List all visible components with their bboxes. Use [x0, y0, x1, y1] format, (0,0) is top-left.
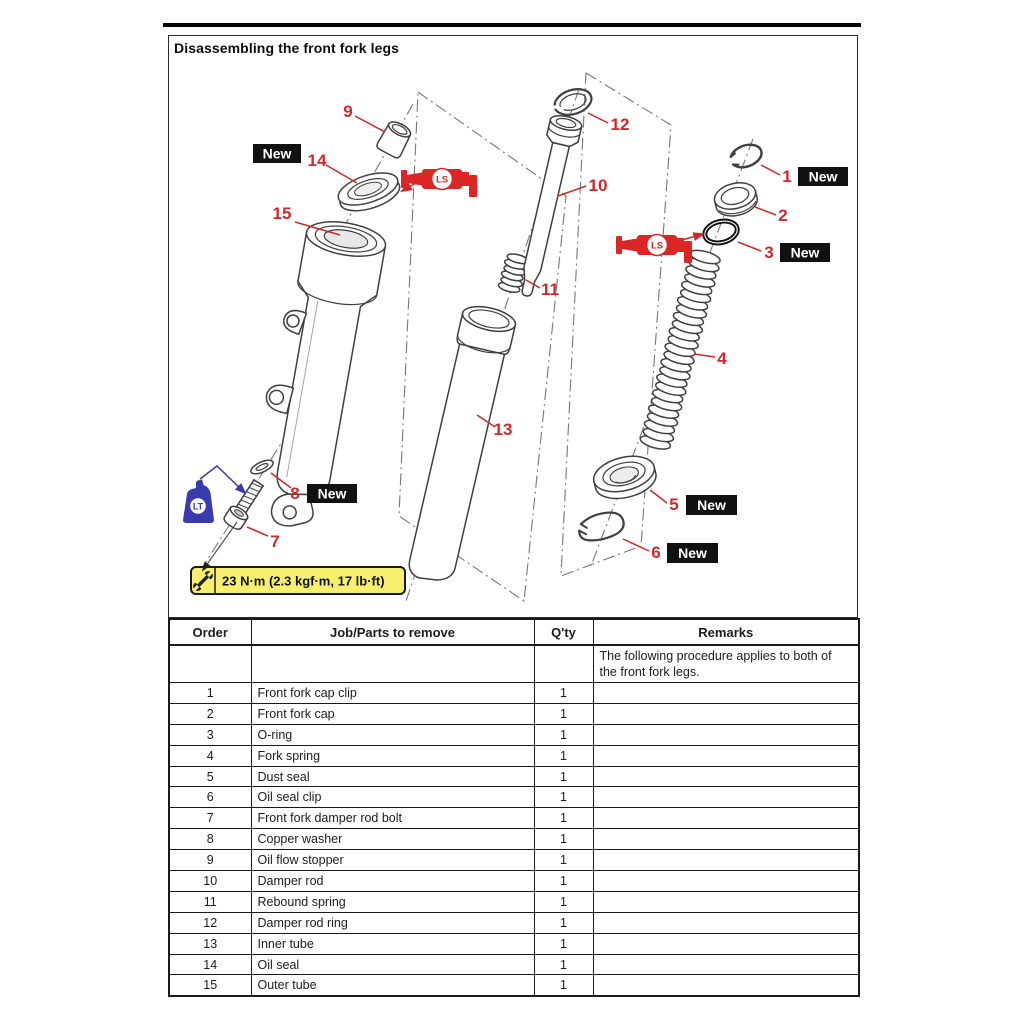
remarks-cell: [593, 954, 859, 975]
parts-table: [168, 618, 860, 997]
job-cell: [251, 645, 534, 683]
callout-15: 15: [272, 204, 292, 223]
lt-label: LT: [192, 501, 204, 512]
exploded-diagram: [169, 36, 856, 616]
part-damper-rod-bolt: [222, 477, 267, 531]
remarks-cell: [593, 808, 859, 829]
qty-cell: 1: [534, 954, 593, 975]
qty-cell: 1: [534, 891, 593, 912]
callout-11: 11: [541, 280, 559, 299]
remarks-cell: The following procedure applies to both of the front fork legs.: [593, 645, 859, 683]
part-front-fork-cap-clip: [728, 141, 764, 171]
callout-12: 12: [610, 115, 630, 134]
callout-8: 8: [290, 484, 300, 503]
remarks-cell: [593, 724, 859, 745]
job-cell: Oil seal: [251, 954, 534, 975]
table-row: [169, 683, 859, 704]
job-cell: Inner tube: [251, 933, 534, 954]
remarks-cell: [593, 912, 859, 933]
remarks-cell: [593, 850, 859, 871]
table-row: [169, 829, 859, 850]
part-damper-rod-ring: [549, 85, 594, 120]
job-cell: Front fork cap clip: [251, 683, 534, 704]
order-cell: 3: [169, 724, 251, 745]
order-cell: [169, 645, 251, 683]
callout-1: 1: [782, 167, 792, 186]
table-row: [169, 975, 859, 996]
remarks-cell: [593, 933, 859, 954]
qty-cell: 1: [534, 912, 593, 933]
exploded-diagram-panel: [168, 35, 858, 618]
qty-cell: 1: [534, 787, 593, 808]
torque-spec: [191, 522, 405, 594]
remarks-cell: [593, 745, 859, 766]
remarks-cell: [593, 829, 859, 850]
header-qty: Q'ty: [534, 619, 593, 645]
job-cell: Oil seal clip: [251, 787, 534, 808]
callout-6: 6: [651, 543, 661, 562]
remarks-cell: [593, 975, 859, 996]
header-remarks: Remarks: [593, 619, 859, 645]
part-inner-tube: [402, 302, 517, 586]
page-top-rule: [163, 23, 861, 27]
ls-grease-symbol-left: [401, 169, 477, 198]
table-row: [169, 808, 859, 829]
order-cell: 12: [169, 912, 251, 933]
order-cell: 13: [169, 933, 251, 954]
table-row: [169, 703, 859, 724]
part-front-fork-cap: [712, 179, 760, 220]
order-cell: 15: [169, 975, 251, 996]
new-badge-label: New: [262, 145, 292, 162]
ls-grease-symbol-right: [616, 234, 703, 263]
part-oil-seal: [334, 167, 403, 218]
job-cell: Front fork cap: [251, 703, 534, 724]
table-row: [169, 745, 859, 766]
qty-cell: 1: [534, 829, 593, 850]
callout-14: 14: [307, 151, 327, 170]
order-cell: 10: [169, 871, 251, 892]
new-badge-label: New: [678, 545, 707, 561]
qty-cell: 1: [534, 745, 593, 766]
callout-10: 10: [588, 176, 608, 195]
table-row: [169, 766, 859, 787]
intro-row: [169, 645, 859, 683]
part-dust-seal: [590, 450, 660, 504]
qty-cell: 1: [534, 808, 593, 829]
order-cell: 4: [169, 745, 251, 766]
remarks-cell: [593, 703, 859, 724]
order-cell: 5: [169, 766, 251, 787]
callout-9: 9: [343, 102, 353, 121]
table-row: [169, 787, 859, 808]
part-oil-seal-clip: [576, 509, 626, 543]
new-badge-label: New: [697, 497, 726, 513]
order-cell: 7: [169, 808, 251, 829]
table-row: [169, 912, 859, 933]
order-cell: 6: [169, 787, 251, 808]
remarks-cell: [593, 871, 859, 892]
qty-cell: 1: [534, 975, 593, 996]
job-cell: Oil flow stopper: [251, 850, 534, 871]
qty-cell: 1: [534, 766, 593, 787]
callout-7: 7: [270, 532, 280, 551]
job-cell: Outer tube: [251, 975, 534, 996]
part-o-ring: [702, 218, 739, 246]
order-cell: 2: [169, 703, 251, 724]
order-cell: 14: [169, 954, 251, 975]
qty-cell: [534, 645, 593, 683]
table-row: [169, 954, 859, 975]
callout-3: 3: [764, 243, 774, 262]
job-cell: O-ring: [251, 724, 534, 745]
job-cell: Dust seal: [251, 766, 534, 787]
section-title: Disassembling the front fork legs: [174, 40, 400, 56]
ls-label: LS: [650, 240, 664, 252]
job-cell: Rebound spring: [251, 891, 534, 912]
order-cell: 11: [169, 891, 251, 912]
table-header-row: [169, 619, 859, 645]
table-row: [169, 850, 859, 871]
job-cell: Front fork damper rod bolt: [251, 808, 534, 829]
torque-leader: [203, 522, 237, 570]
table-row: [169, 891, 859, 912]
table-row: [169, 933, 859, 954]
job-cell: Damper rod: [251, 871, 534, 892]
qty-cell: 1: [534, 683, 593, 704]
remarks-cell: [593, 891, 859, 912]
new-badge-label: New: [808, 168, 838, 185]
part-fork-spring: [639, 248, 722, 452]
order-cell: 9: [169, 850, 251, 871]
remarks-cell: [593, 683, 859, 704]
job-cell: Damper rod ring: [251, 912, 534, 933]
qty-cell: 1: [534, 933, 593, 954]
order-cell: 1: [169, 683, 251, 704]
job-cell: Fork spring: [251, 745, 534, 766]
header-job: Job/Parts to remove: [251, 619, 534, 645]
callout-13: 13: [493, 420, 513, 439]
callout-2: 2: [778, 206, 788, 225]
remarks-cell: [593, 787, 859, 808]
qty-cell: 1: [534, 703, 593, 724]
sheet-outline-right: [561, 73, 671, 576]
torque-value: 23 N·m (2.3 kgf·m, 17 lb·ft): [222, 573, 385, 589]
part-oil-flow-stopper: [375, 118, 413, 159]
remarks-cell: [593, 766, 859, 787]
ls-label: LS: [435, 174, 449, 186]
new-badge-label: New: [790, 244, 820, 261]
table-row: [169, 724, 859, 745]
callout-4: 4: [717, 349, 727, 368]
new-badge-label: New: [317, 485, 347, 502]
order-cell: 8: [169, 829, 251, 850]
table-row: [169, 871, 859, 892]
job-cell: Copper washer: [251, 829, 534, 850]
qty-cell: 1: [534, 724, 593, 745]
qty-cell: 1: [534, 850, 593, 871]
qty-cell: 1: [534, 871, 593, 892]
header-order: Order: [169, 619, 251, 645]
callout-5: 5: [669, 495, 679, 514]
